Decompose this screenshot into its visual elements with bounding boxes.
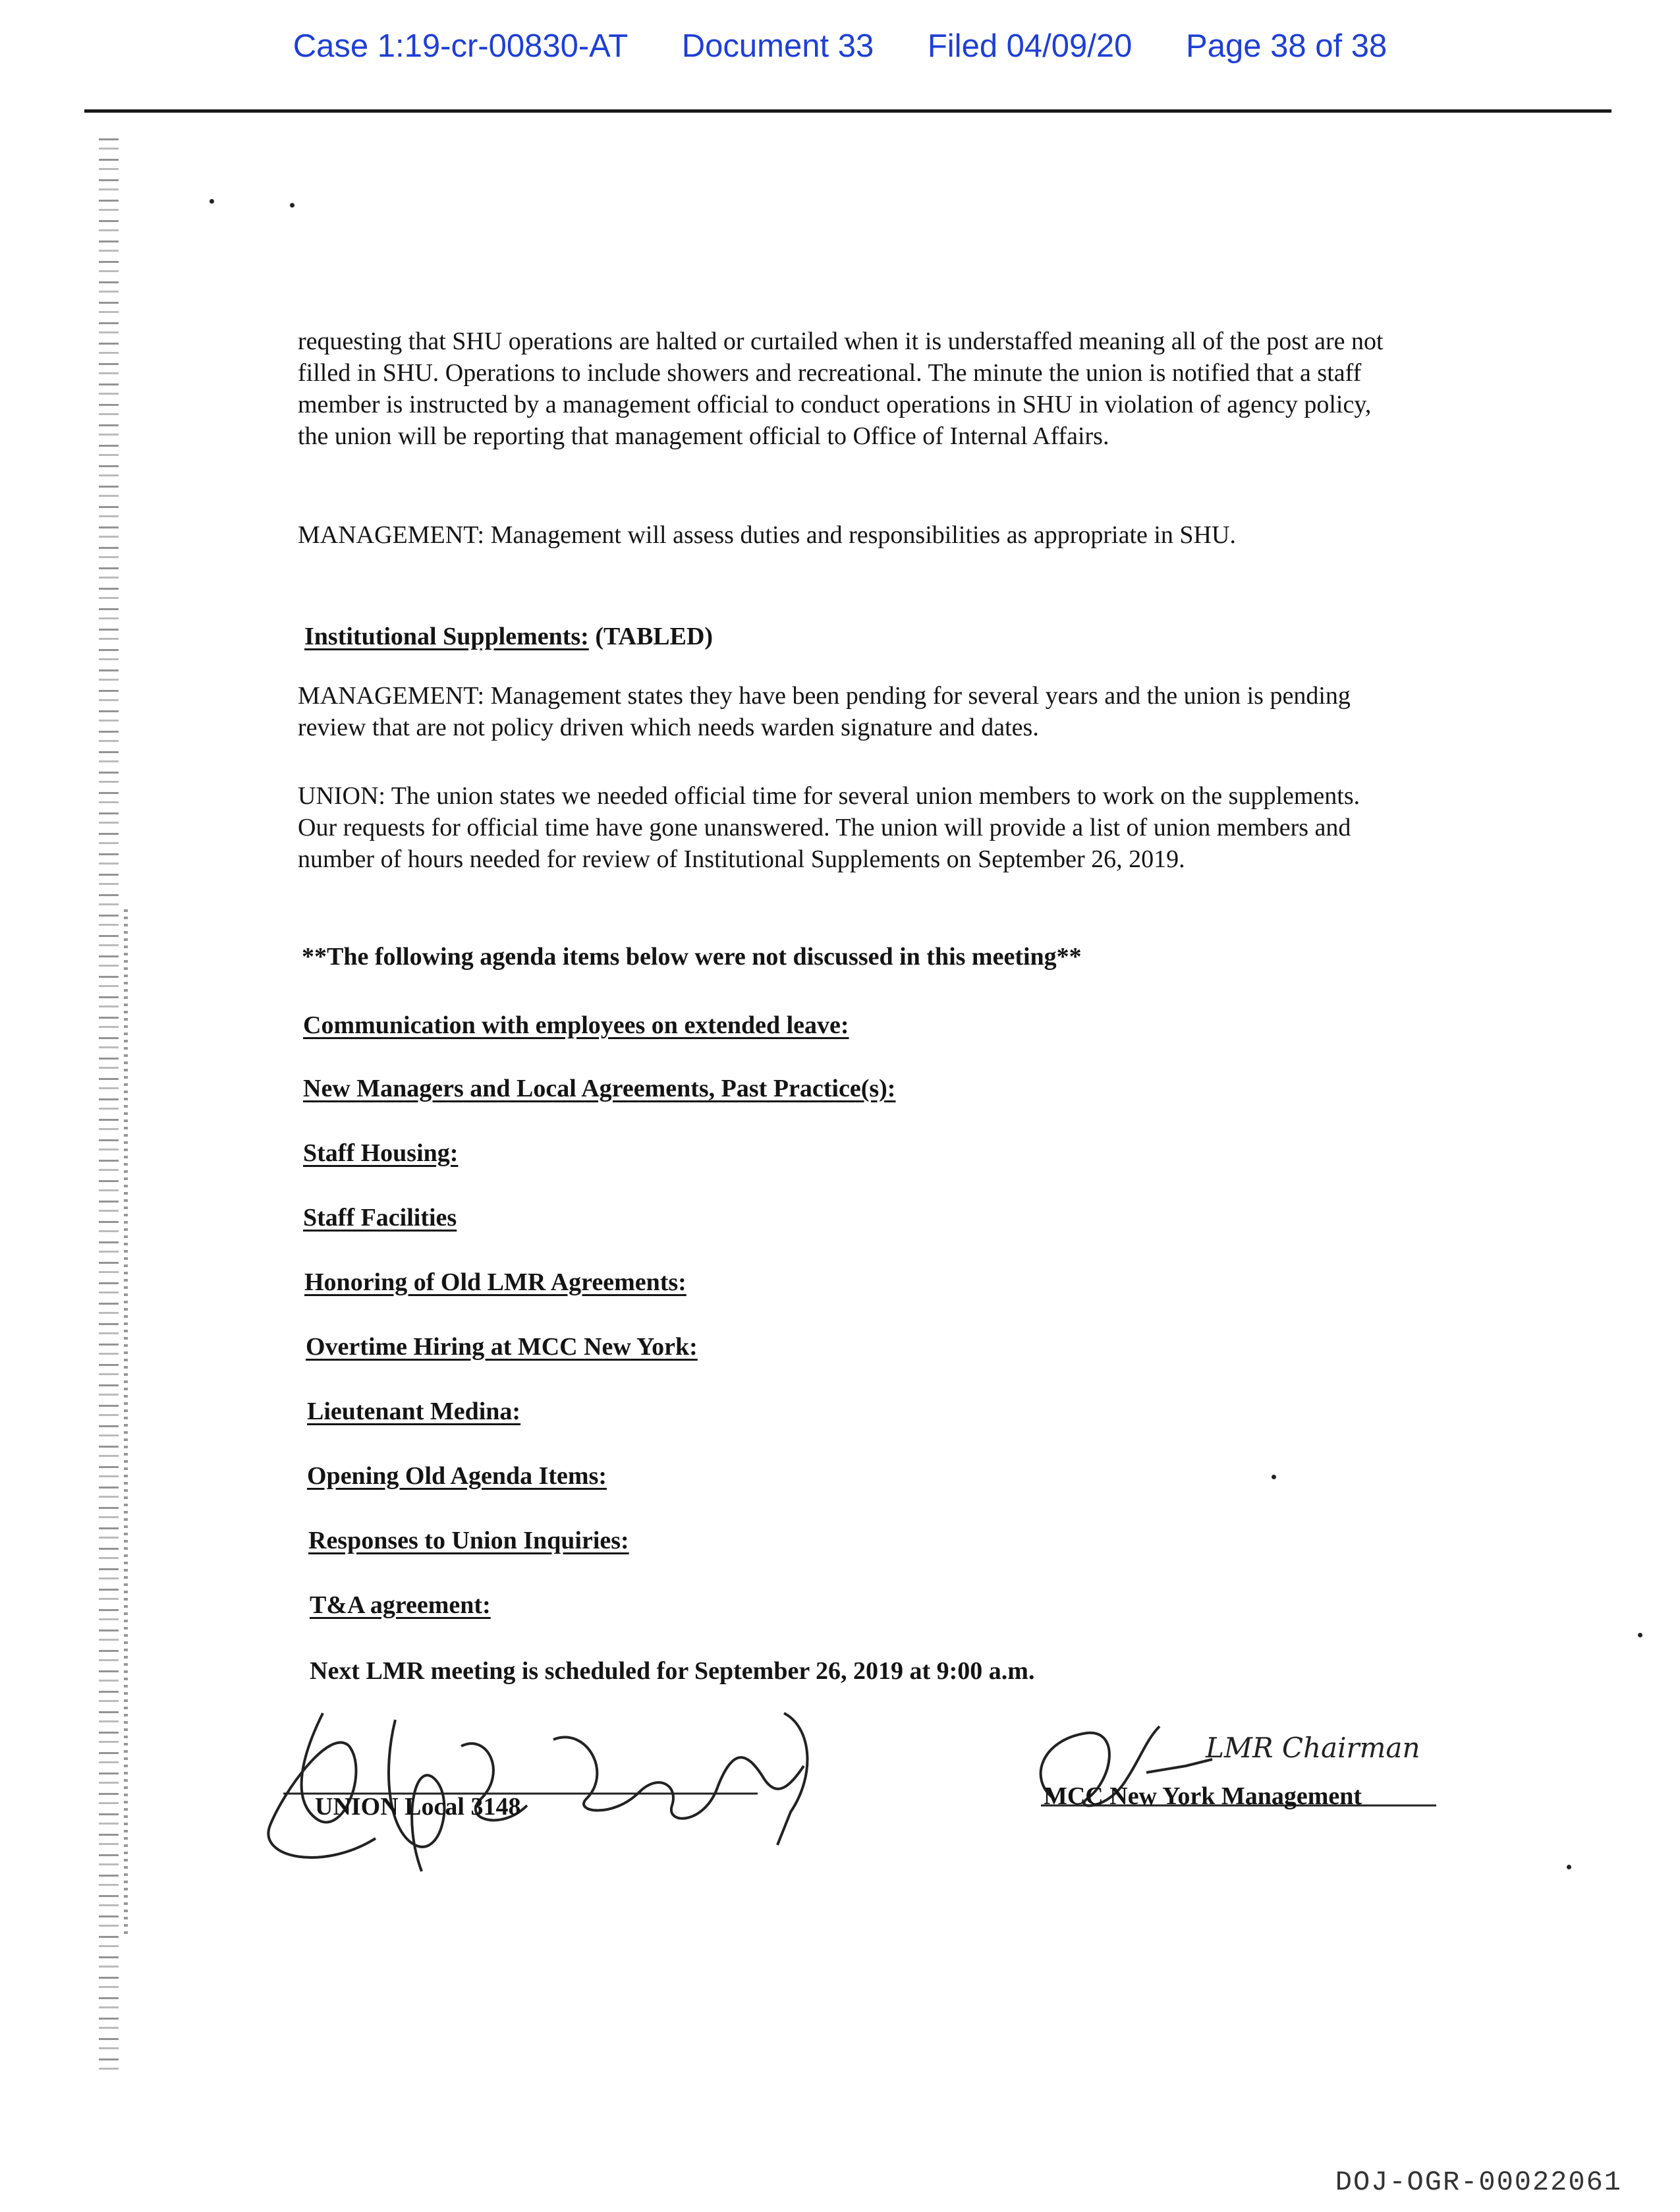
union-signature-scribble: [244, 1674, 837, 1885]
not-discussed-note: **The following agenda items below were not discussed in this meeting**: [302, 943, 1082, 971]
management-signature-label: MCC New York Management: [1044, 1782, 1362, 1810]
scan-speck: [1272, 1475, 1276, 1479]
filed-date: Filed 04/09/20: [927, 28, 1133, 64]
agenda-item: T&A agreement:: [310, 1591, 491, 1619]
agenda-item: Overtime Hiring at MCC New York:: [306, 1333, 698, 1361]
management-handwritten-title: LMR Chairman: [1206, 1732, 1420, 1764]
agenda-item: Staff Facilities: [303, 1204, 457, 1232]
section-institutional-supplements: [304, 621, 1411, 652]
paragraph-management-supplements: MANAGEMENT: Management states they have been pending for several years and the union is pending review that are not policy driven which needs warden signature and dates.: [298, 682, 1351, 741]
section-tabled-tag: (TABLED): [588, 623, 714, 650]
section-heading: Institutional Supplements:: [304, 623, 589, 650]
document-number: Document 33: [681, 28, 874, 64]
paragraph-shu-operations: requesting that SHU operations are halted or curtailed when it is understaffed meaning all of the post are not filled in SHU. Operations to include showers and recreational. The minute the union is notified that a staff member is instructed by a management official to conduct operations in SHU in violation of agency policy, the union will be reporting that management official to Office of Internal Affairs.: [298, 327, 1384, 450]
scan-speck: [1567, 1865, 1571, 1869]
bates-number: DOJ-OGR-00022061: [1335, 2167, 1622, 2198]
paragraph-union-supplements: UNION: The union states we needed official time for several union members to work on the supplements. Our requests for official time have gone unanswered. The union will provide a list of union members and number of hours needed for review of Institutional Supplements on September 26, 2019.: [298, 782, 1360, 873]
case-number: Case 1:19-cr-00830-AT: [293, 28, 629, 64]
agenda-item: Honoring of Old LMR Agreements:: [304, 1268, 686, 1296]
agenda-item: Lieutenant Medina:: [307, 1398, 521, 1425]
scan-artifact-margin: [99, 138, 119, 2076]
agenda-item: Opening Old Agenda Items:: [307, 1462, 607, 1490]
page-number: Page 38 of 38: [1186, 28, 1387, 64]
management-signature-scribble: [1015, 1700, 1489, 1832]
agenda-item: Staff Housing:: [303, 1139, 459, 1167]
scan-speck: [210, 199, 214, 204]
agenda-item: Responses to Union Inquiries:: [308, 1527, 629, 1554]
header-rule: [84, 109, 1611, 113]
paragraph-management-shu: MANAGEMENT: Management will assess duties and responsibilities as appropriate in SHU.: [298, 521, 1236, 549]
next-meeting-notice: Next LMR meeting is scheduled for September 26, 2019 at 9:00 a.m.: [310, 1657, 1035, 1685]
union-signature-label: UNION Local 3148: [315, 1793, 521, 1821]
scan-speck: [1638, 1633, 1642, 1637]
case-header: [0, 28, 1680, 65]
scan-speck: [290, 203, 294, 208]
agenda-item: Communication with employees on extended leave:: [303, 1011, 849, 1039]
agenda-item: New Managers and Local Agreements, Past Practice(s):: [303, 1075, 896, 1102]
scan-artifact-margin-inner: [124, 909, 128, 1937]
